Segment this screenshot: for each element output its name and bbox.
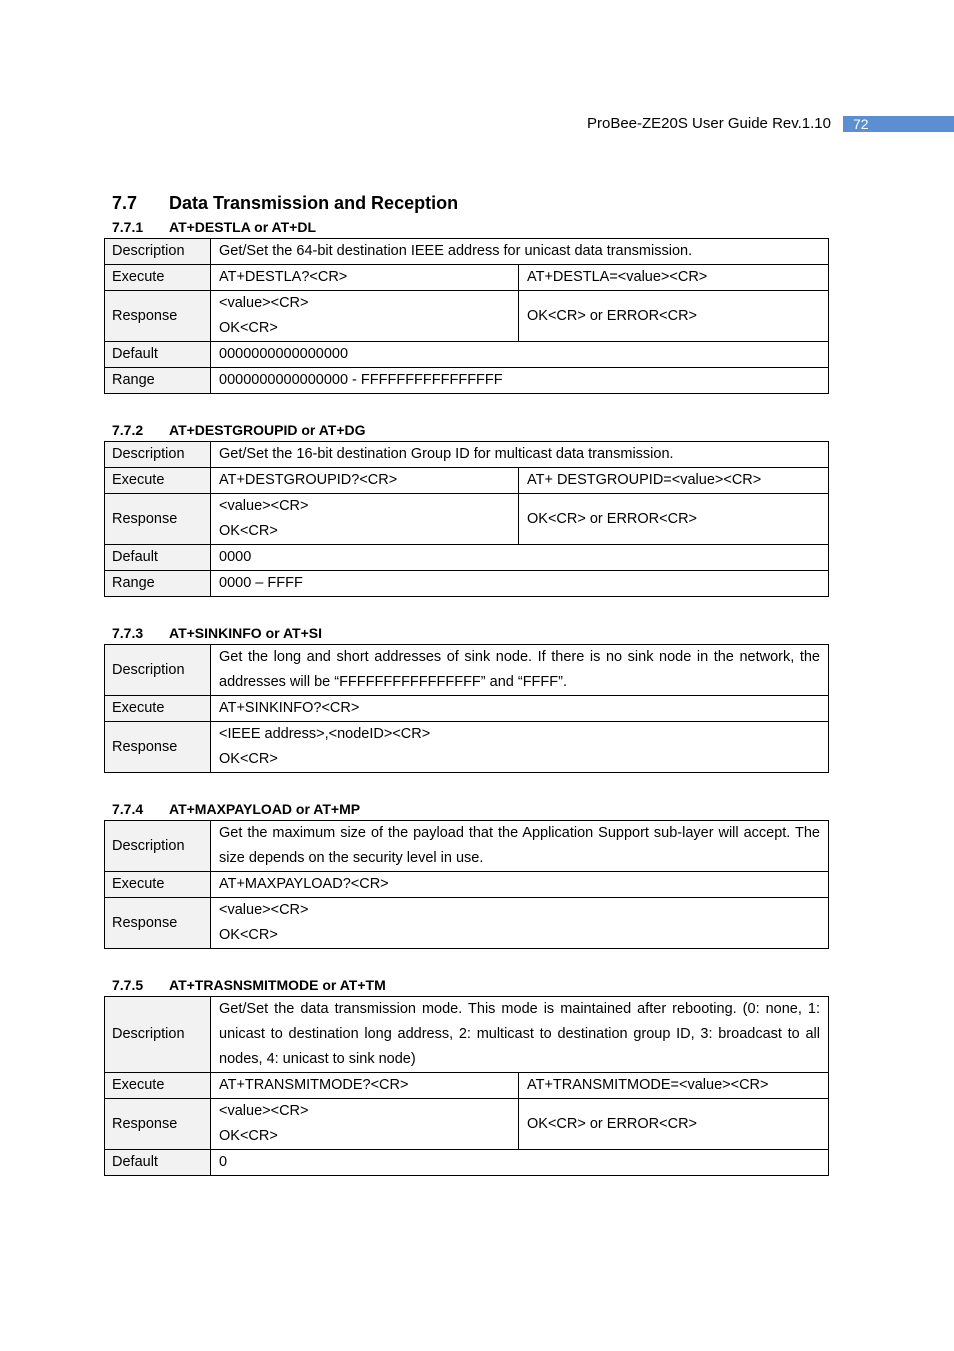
command-heading	[104, 622, 828, 644]
description-cell: Get the long and short addresses of sink node. If there is no sink node in the network, the addresses will be “FFFFFFFFFFFFFFFF” and “FFFF”.	[211, 645, 829, 696]
row-label: Description	[105, 821, 211, 872]
execute-cell: AT+MAXPAYLOAD?<CR>	[211, 872, 829, 898]
response-line: OK<CR>	[219, 320, 278, 336]
table-row	[105, 368, 829, 394]
table-row	[105, 645, 829, 696]
execute-get-cell: AT+DESTLA?<CR>	[211, 265, 519, 291]
section-title: Data Transmission and Reception	[169, 193, 459, 213]
response-get-cell	[211, 494, 519, 545]
command-title: AT+DESTLA or AT+DL	[169, 219, 316, 235]
command-title: AT+DESTGROUPID or AT+DG	[169, 422, 366, 438]
row-label: Execute	[105, 265, 211, 291]
response-set-cell: OK<CR> or ERROR<CR>	[519, 1099, 829, 1150]
row-label: Description	[105, 239, 211, 265]
command-table	[104, 238, 829, 394]
command-title: AT+MAXPAYLOAD or AT+MP	[169, 801, 361, 817]
default-cell: 0000	[211, 545, 829, 571]
command-table	[104, 996, 829, 1176]
execute-set-cell: AT+DESTLA=<value><CR>	[519, 265, 829, 291]
row-label: Execute	[105, 468, 211, 494]
row-label: Response	[105, 494, 211, 545]
execute-set-cell: AT+TRANSMITMODE=<value><CR>	[519, 1073, 829, 1099]
response-cell	[211, 722, 829, 773]
row-label: Execute	[105, 1073, 211, 1099]
row-label: Default	[105, 342, 211, 368]
row-label: Default	[105, 545, 211, 571]
command-table	[104, 441, 829, 597]
section-heading	[104, 191, 828, 216]
row-label: Response	[105, 291, 211, 342]
range-cell: 0000000000000000 - FFFFFFFFFFFFFFFF	[211, 368, 829, 394]
table-row	[105, 239, 829, 265]
command-number: 7.7.3	[112, 625, 144, 641]
command-number: 7.7.4	[112, 801, 144, 817]
row-label: Description	[105, 442, 211, 468]
execute-get-cell: AT+DESTGROUPID?<CR>	[211, 468, 519, 494]
description-cell: Get/Set the 64-bit destination IEEE address for unicast data transmission.	[211, 239, 829, 265]
response-set-cell: OK<CR> or ERROR<CR>	[519, 494, 829, 545]
execute-set-cell: AT+ DESTGROUPID=<value><CR>	[519, 468, 829, 494]
table-row	[105, 821, 829, 872]
response-line: OK<CR>	[219, 751, 278, 767]
command-number: 7.7.5	[112, 977, 144, 993]
description-cell: Get the maximum size of the payload that the Application Support sub-layer will accept. The size depends on the security level in use.	[211, 821, 829, 872]
command-table	[104, 820, 829, 949]
command-title: AT+SINKINFO or AT+SI	[169, 625, 322, 641]
row-label: Execute	[105, 696, 211, 722]
table-row	[105, 872, 829, 898]
command-number: 7.7.1	[112, 219, 144, 235]
table-row	[105, 545, 829, 571]
command-block-destgroupid	[104, 419, 828, 597]
command-table	[104, 644, 829, 773]
execute-cell: AT+SINKINFO?<CR>	[211, 696, 829, 722]
row-label: Default	[105, 1150, 211, 1176]
table-row	[105, 342, 829, 368]
table-row	[105, 722, 829, 773]
row-label: Response	[105, 898, 211, 949]
command-block-sinkinfo	[104, 622, 828, 773]
response-set-cell: OK<CR> or ERROR<CR>	[519, 291, 829, 342]
table-row	[105, 898, 829, 949]
response-cell	[211, 898, 829, 949]
description-cell: Get/Set the 16-bit destination Group ID for multicast data transmission.	[211, 442, 829, 468]
table-row	[105, 571, 829, 597]
table-row	[105, 442, 829, 468]
command-number: 7.7.2	[112, 422, 144, 438]
command-block-maxpayload	[104, 798, 828, 949]
row-label: Range	[105, 368, 211, 394]
response-line: OK<CR>	[219, 927, 278, 943]
row-label: Description	[105, 997, 211, 1073]
table-row	[105, 265, 829, 291]
table-row	[105, 1099, 829, 1150]
execute-get-cell: AT+TRANSMITMODE?<CR>	[211, 1073, 519, 1099]
response-line: <value><CR>	[219, 902, 309, 918]
document-title: ProBee-ZE20S User Guide Rev.1.10	[586, 115, 831, 132]
command-heading	[104, 419, 828, 441]
default-cell: 0000000000000000	[211, 342, 829, 368]
range-cell: 0000 – FFFF	[211, 571, 829, 597]
table-row	[105, 494, 829, 545]
response-line: OK<CR>	[219, 523, 278, 539]
response-line: <value><CR>	[219, 1103, 309, 1119]
table-row	[105, 997, 829, 1073]
table-row	[105, 1073, 829, 1099]
response-line: <value><CR>	[219, 295, 309, 311]
command-block-destla	[104, 216, 828, 394]
response-line: <value><CR>	[219, 498, 309, 514]
row-label: Execute	[105, 872, 211, 898]
row-label: Response	[105, 1099, 211, 1150]
response-get-cell	[211, 1099, 519, 1150]
command-block-transmitmode	[104, 974, 828, 1176]
response-line: <IEEE address>,<nodeID><CR>	[219, 726, 431, 742]
command-title: AT+TRASNSMITMODE or AT+TM	[169, 977, 386, 993]
page-number: 72	[843, 116, 954, 132]
default-cell: 0	[211, 1150, 829, 1176]
command-heading	[104, 798, 828, 820]
row-label: Range	[105, 571, 211, 597]
command-heading	[104, 216, 828, 238]
page-content	[104, 191, 828, 1201]
response-line: OK<CR>	[219, 1128, 278, 1144]
description-cell: Get/Set the data transmission mode. This mode is maintained after rebooting. (0: none, 1: unicast to destination long address, 2: multicast to destination group ID, 3: broadcast to all nodes, 4: unicast to sink node)	[211, 997, 829, 1073]
table-row	[105, 468, 829, 494]
section-number: 7.7	[112, 193, 138, 213]
row-label: Description	[105, 645, 211, 696]
command-heading	[104, 974, 828, 996]
response-get-cell	[211, 291, 519, 342]
table-row	[105, 1150, 829, 1176]
page-header	[0, 114, 954, 134]
table-row	[105, 696, 829, 722]
table-row	[105, 291, 829, 342]
row-label: Response	[105, 722, 211, 773]
